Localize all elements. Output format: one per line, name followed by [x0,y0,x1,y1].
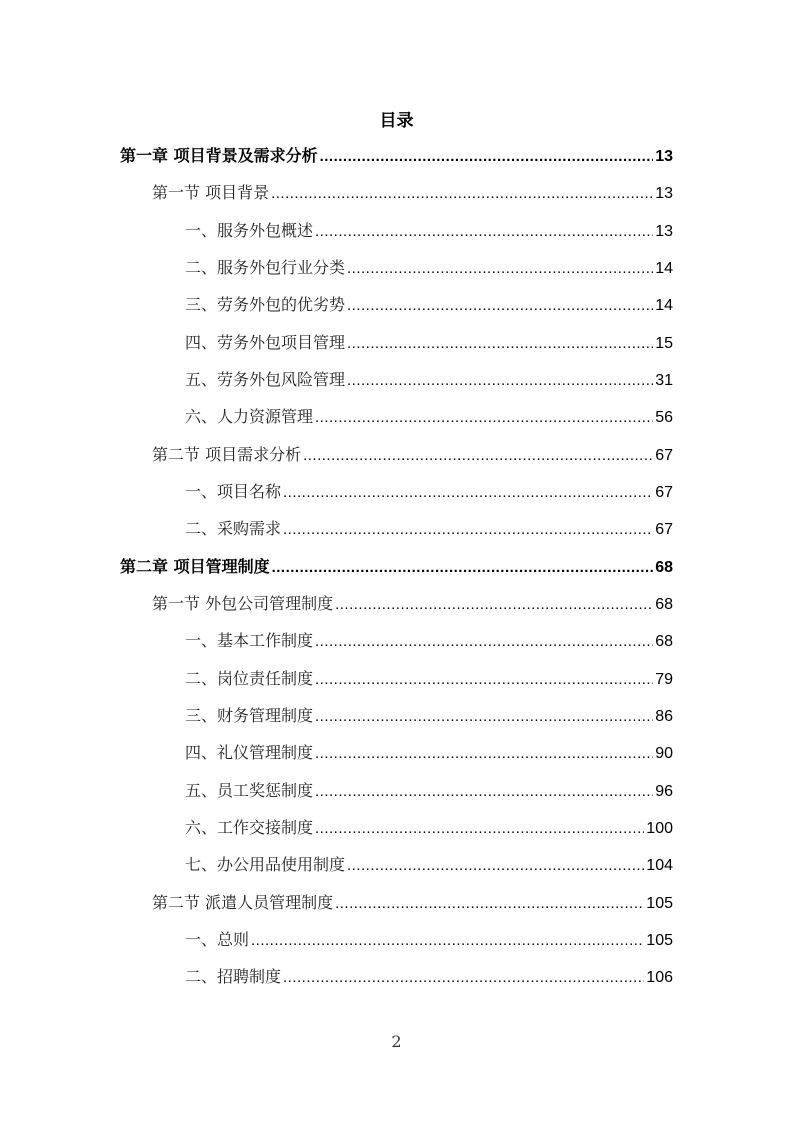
toc-entry-page: 79 [655,671,673,688]
toc-entry-label: 二、采购需求 [185,519,282,538]
toc-entry-chapter[interactable] [120,554,673,582]
toc-entry-page: 14 [655,260,673,277]
toc-entry-page: 90 [655,745,673,762]
toc-entry-page: 31 [655,372,673,389]
toc-entry-section[interactable] [152,442,673,470]
toc-entry-label: 三、劳务外包的优劣势 [185,295,346,314]
dot-leader [283,969,644,986]
dot-leader [347,335,653,352]
toc-entry-item[interactable] [185,815,673,843]
toc-entry-label: 四、礼仪管理制度 [185,743,314,762]
toc-entry-label: 六、人力资源管理 [185,407,314,426]
dot-leader [347,297,653,314]
toc-entry-label: 第一节 项目背景 [152,183,270,202]
dot-leader [271,185,653,202]
dot-leader [315,820,644,837]
toc-entry-page: 56 [655,409,673,426]
toc-entry-page: 86 [655,708,673,725]
toc-entry-item[interactable] [185,516,673,544]
toc-entry-page: 68 [655,596,673,613]
toc-entry-label: 三、财务管理制度 [185,706,314,725]
toc-entry-label: 一、项目名称 [185,482,282,501]
toc-entry-page: 104 [646,857,673,874]
toc-entry-page: 106 [646,969,673,986]
toc-entry-item[interactable] [185,852,673,880]
toc-entry-page: 68 [655,559,673,576]
toc-entry-page: 67 [655,447,673,464]
toc-entry-label: 第一节 外包公司管理制度 [152,594,334,613]
toc-entry-item[interactable] [185,255,673,283]
dot-leader [335,596,653,613]
toc-entry-label: 七、办公用品使用制度 [185,855,346,874]
toc-entry-label: 第一章 项目背景及需求分析 [120,146,318,165]
toc-entry-label: 一、服务外包概述 [185,221,314,240]
dot-leader [303,447,653,464]
toc-entry-label: 第二节 项目需求分析 [152,445,302,464]
toc-entry-page: 67 [655,521,673,538]
toc-entry-chapter[interactable] [120,143,673,171]
toc-entry-item[interactable] [185,218,673,246]
toc-entry-page: 67 [655,484,673,501]
toc-entry-page: 105 [646,932,673,949]
toc-entry-label: 五、员工奖惩制度 [185,781,314,800]
dot-leader [315,633,653,650]
toc-entry-section[interactable] [152,890,673,918]
dot-leader [335,895,644,912]
toc-entry-page: 105 [646,895,673,912]
dot-leader [251,932,644,949]
toc-entry-page: 14 [655,297,673,314]
toc-entry-page: 68 [655,633,673,650]
toc-entry-item[interactable] [185,666,673,694]
toc-entry-item[interactable] [185,479,673,507]
dot-leader [315,745,653,762]
dot-leader [347,372,653,389]
toc-entry-label: 第二章 项目管理制度 [120,557,270,576]
dot-leader [347,260,653,277]
toc-entry-label: 一、总则 [185,930,250,949]
dot-leader [315,671,653,688]
toc-entry-page: 15 [655,335,673,352]
toc-title: 目录 [379,111,414,131]
dot-leader [272,559,654,576]
toc-entry-label: 二、岗位责任制度 [185,669,314,688]
dot-leader [315,223,653,240]
toc-entry-item[interactable] [185,964,673,992]
toc-entry-label: 一、基本工作制度 [185,631,314,650]
toc-entry-item[interactable] [185,927,673,955]
toc-entry-item[interactable] [185,703,673,731]
toc-entry-label: 二、服务外包行业分类 [185,258,346,277]
dot-leader [315,783,653,800]
toc-entry-page: 13 [655,148,673,165]
toc-entry-page: 96 [655,783,673,800]
toc-entry-label: 五、劳务外包风险管理 [185,370,346,389]
toc-entry-label: 第二节 派遣人员管理制度 [152,893,334,912]
toc-entry-item[interactable] [185,404,673,432]
dot-leader [315,409,653,426]
toc-entry-section[interactable] [152,180,673,208]
toc-entry-item[interactable] [185,292,673,320]
toc-entry-item[interactable] [185,628,673,656]
toc-entry-item[interactable] [185,740,673,768]
toc-entry-label: 四、劳务外包项目管理 [185,333,346,352]
dot-leader [283,521,653,538]
dot-leader [315,708,653,725]
dot-leader [320,148,654,165]
toc-entry-page: 13 [655,185,673,202]
toc-entry-label: 二、招聘制度 [185,967,282,986]
toc-entry-item[interactable] [185,330,673,358]
toc-entry-label: 六、工作交接制度 [185,818,314,837]
toc-entry-section[interactable] [152,591,673,619]
toc-entry-page: 100 [646,820,673,837]
page-number: 2 [391,1032,402,1051]
dot-leader [347,857,644,874]
toc-entry-item[interactable] [185,778,673,806]
toc-entry-item[interactable] [185,367,673,395]
dot-leader [283,484,653,501]
toc-entry-page: 13 [655,223,673,240]
